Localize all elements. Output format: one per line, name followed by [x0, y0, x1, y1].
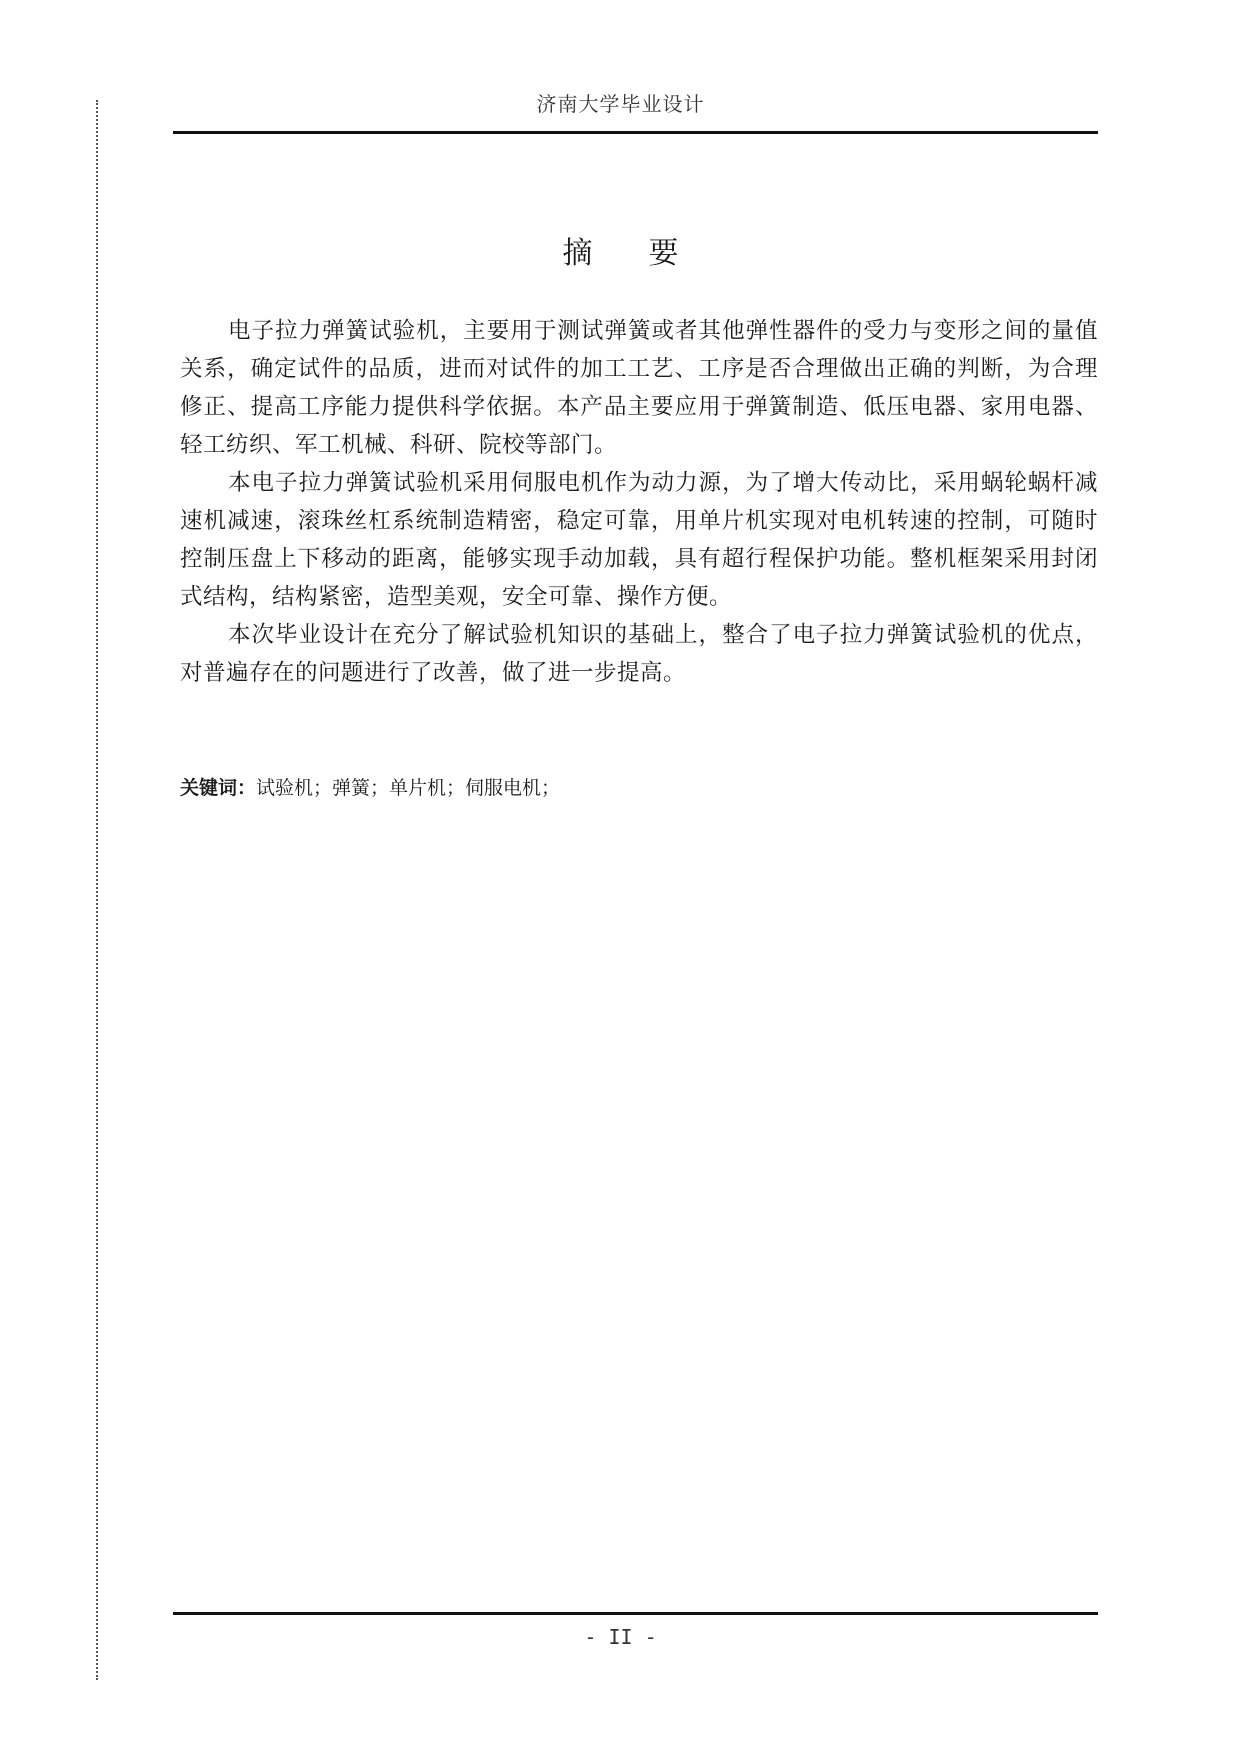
keywords-line [180, 773, 560, 800]
header-rule [173, 131, 1098, 134]
abstract-body [180, 312, 1098, 692]
abstract-paragraph-3: 本次毕业设计在充分了解试验机知识的基础上，整合了电子拉力弹簧试验机的优点，对普遍存在的问题进行了改善，做了进一步提高。 [180, 622, 1098, 686]
abstract-title: 摘要 [562, 236, 735, 271]
footer-rule [173, 1612, 1098, 1615]
abstract-paragraph-2: 本电子拉力弹簧试验机采用伺服电机作为动力源，为了增大传动比，采用蜗轮蜗杆减速机减速，滚珠丝杠系统制造精密，稳定可靠，用单片机实现对电机转速的控制，可随时控制压盘上下移动的距离，能够实现手动加载，具有超行程保护功能。整机框架采用封闭式结构，结构紧密，造型美观，安全可靠、操作方便。 [180, 470, 1098, 610]
keywords-value: 试验机；弹簧；单片机；伺服电机； [256, 777, 561, 799]
page-number: - II - [584, 1625, 657, 1649]
running-header: 济南大学毕业设计 [536, 92, 705, 116]
keywords-label: 关键词： [180, 777, 257, 799]
abstract-paragraph-1: 电子拉力弹簧试验机，主要用于测试弹簧或者其他弹性器件的受力与变形之间的量值关系，确定试件的品质，进而对试件的加工工艺、工序是否合理做出正确的判断，为合理修正、提高工序能力提供科学依据。本产品主要应用于弹簧制造、低压电器、家用电器、轻工纺织、军工机械、科研、院校等部门。 [180, 318, 1098, 458]
binding-dotted-line [96, 100, 98, 1680]
